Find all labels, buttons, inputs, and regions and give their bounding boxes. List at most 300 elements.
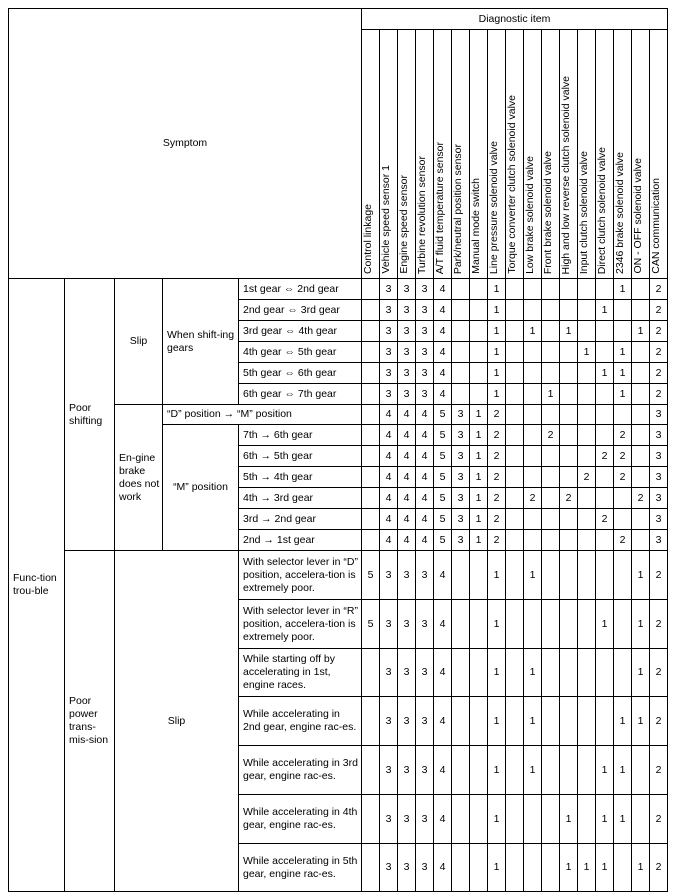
value-cell: 3 (380, 746, 398, 795)
value-cell: 4 (434, 844, 452, 892)
value-cell (362, 321, 380, 342)
value-cell (506, 488, 524, 509)
column-header (632, 30, 650, 279)
value-cell: 3 (380, 600, 398, 649)
value-cell (560, 530, 578, 551)
value-cell (614, 321, 632, 342)
value-cell: 2 (650, 697, 668, 746)
value-cell (578, 697, 596, 746)
value-cell: 1 (596, 795, 614, 844)
value-cell (452, 844, 470, 892)
value-cell (632, 530, 650, 551)
value-cell: 3 (416, 342, 434, 363)
value-cell: 4 (416, 467, 434, 488)
value-cell (632, 746, 650, 795)
value-cell (452, 342, 470, 363)
value-cell: 4 (380, 446, 398, 467)
value-cell (506, 300, 524, 321)
value-cell (560, 509, 578, 530)
value-cell: 4 (380, 488, 398, 509)
value-cell: 1 (632, 697, 650, 746)
value-cell: 3 (398, 342, 416, 363)
column-header-label: Low brake solenoid valve (524, 156, 536, 274)
column-header-label: Manual mode switch (470, 178, 482, 274)
value-cell (470, 795, 488, 844)
value-cell: 1 (560, 321, 578, 342)
value-cell (524, 363, 542, 384)
value-cell: 3 (452, 446, 470, 467)
value-cell: 4 (398, 425, 416, 446)
value-cell: 4 (398, 467, 416, 488)
value-cell: 1 (578, 844, 596, 892)
value-cell (560, 279, 578, 300)
value-cell (470, 649, 488, 697)
value-cell: 1 (524, 321, 542, 342)
row-label: 3rd gear ⇔ 4th gear (239, 321, 362, 342)
value-cell: 3 (452, 530, 470, 551)
value-cell: 3 (650, 425, 668, 446)
value-cell (578, 321, 596, 342)
value-cell: 1 (614, 363, 632, 384)
value-cell (632, 405, 650, 425)
value-cell: 2 (488, 509, 506, 530)
value-cell: 3 (398, 279, 416, 300)
value-cell (560, 300, 578, 321)
group-engine-brake: En-gine brake does not work (115, 405, 163, 551)
value-cell (596, 321, 614, 342)
value-cell: 2 (488, 467, 506, 488)
column-header (470, 30, 488, 279)
value-cell (578, 384, 596, 405)
value-cell: 3 (452, 425, 470, 446)
value-cell: 1 (596, 746, 614, 795)
value-cell: 1 (470, 425, 488, 446)
value-cell: 3 (416, 300, 434, 321)
value-cell (560, 697, 578, 746)
row-label: 6th → 5th gear (239, 446, 362, 467)
value-cell: 3 (380, 844, 398, 892)
value-cell (560, 746, 578, 795)
column-header (650, 30, 668, 279)
value-cell: 4 (416, 488, 434, 509)
value-cell (470, 697, 488, 746)
value-cell: 4 (434, 300, 452, 321)
row-label: 5th → 4th gear (239, 467, 362, 488)
value-cell: 3 (416, 384, 434, 405)
value-cell: 3 (398, 363, 416, 384)
group-function-trouble: Func-tion trou-ble (9, 279, 65, 892)
value-cell (614, 844, 632, 892)
value-cell: 1 (488, 384, 506, 405)
value-cell: 4 (434, 697, 452, 746)
value-cell (578, 600, 596, 649)
value-cell (506, 795, 524, 844)
value-cell (542, 551, 560, 600)
value-cell: 5 (434, 467, 452, 488)
value-cell: 2 (650, 649, 668, 697)
value-cell (578, 649, 596, 697)
value-cell (542, 530, 560, 551)
value-cell: 1 (632, 321, 650, 342)
value-cell: 2 (542, 425, 560, 446)
value-cell (596, 279, 614, 300)
value-cell (542, 279, 560, 300)
value-cell: 1 (614, 279, 632, 300)
value-cell: 3 (398, 649, 416, 697)
value-cell: 5 (362, 600, 380, 649)
group-poor-power-transmission: Poor power trans-mis-sion (65, 551, 115, 892)
value-cell (542, 844, 560, 892)
value-cell (506, 467, 524, 488)
value-cell: 5 (434, 530, 452, 551)
value-cell (596, 342, 614, 363)
value-cell (452, 384, 470, 405)
value-cell: 1 (632, 844, 650, 892)
value-cell (632, 384, 650, 405)
value-cell: 2 (596, 509, 614, 530)
row-label: With selector lever in “D” position, accelera-tion is extremely poor. (239, 551, 362, 600)
value-cell (560, 467, 578, 488)
column-header-label: Line pressure solenoid valve (488, 140, 500, 274)
value-cell (560, 342, 578, 363)
value-cell: 4 (416, 405, 434, 425)
value-cell: 4 (416, 425, 434, 446)
value-cell: 2 (488, 446, 506, 467)
value-cell (452, 279, 470, 300)
group-when-shifting: When shift-ing gears (163, 279, 239, 405)
value-cell: 3 (650, 488, 668, 509)
value-cell (542, 600, 560, 649)
value-cell: 1 (542, 384, 560, 405)
value-cell (560, 600, 578, 649)
value-cell: 5 (362, 551, 380, 600)
column-header (506, 30, 524, 279)
value-cell: 2 (650, 844, 668, 892)
value-cell (506, 509, 524, 530)
value-cell (542, 405, 560, 425)
value-cell: 3 (380, 649, 398, 697)
value-cell (470, 746, 488, 795)
value-cell: 2 (614, 530, 632, 551)
value-cell (578, 425, 596, 446)
value-cell (470, 384, 488, 405)
value-cell: 3 (380, 384, 398, 405)
value-cell: 3 (380, 551, 398, 600)
value-cell (560, 363, 578, 384)
value-cell (506, 363, 524, 384)
value-cell: 3 (416, 279, 434, 300)
diagnostic-table (8, 8, 668, 892)
value-cell: 3 (398, 551, 416, 600)
row-label: With selector lever in “R” position, accelera-tion is extremely poor. (239, 600, 362, 649)
value-cell (632, 509, 650, 530)
value-cell (362, 405, 380, 425)
value-cell (362, 425, 380, 446)
value-cell: 4 (434, 279, 452, 300)
value-cell: 3 (416, 795, 434, 844)
row-label: While accelerating in 2nd gear, engine rac-es. (239, 697, 362, 746)
column-header (434, 30, 452, 279)
group-poor-shifting: Poor shifting (65, 279, 115, 551)
column-header-label: ON - OFF solenoid valve (632, 158, 644, 274)
value-cell (542, 467, 560, 488)
value-cell (452, 600, 470, 649)
value-cell: 2 (650, 551, 668, 600)
value-cell: 4 (380, 467, 398, 488)
value-cell (542, 488, 560, 509)
table-row (9, 551, 668, 600)
value-cell (362, 363, 380, 384)
value-cell (362, 300, 380, 321)
value-cell: 1 (578, 342, 596, 363)
value-cell: 3 (416, 649, 434, 697)
column-header-label: Park/neutral position sensor (452, 143, 464, 274)
value-cell: 2 (650, 321, 668, 342)
value-cell (542, 321, 560, 342)
value-cell (524, 446, 542, 467)
value-cell (506, 405, 524, 425)
value-cell (362, 467, 380, 488)
value-cell: 3 (452, 509, 470, 530)
value-cell (470, 363, 488, 384)
value-cell: 2 (650, 279, 668, 300)
value-cell (524, 795, 542, 844)
value-cell (452, 363, 470, 384)
value-cell: 1 (488, 321, 506, 342)
row-label: 4th gear ⇔ 5th gear (239, 342, 362, 363)
value-cell (506, 844, 524, 892)
value-cell: 1 (488, 551, 506, 600)
value-cell: 2 (488, 530, 506, 551)
value-cell (578, 746, 596, 795)
row-label: 3rd → 2nd gear (239, 509, 362, 530)
value-cell: 1 (632, 600, 650, 649)
column-header-label: High and low reverse clutch solenoid valve (560, 75, 572, 274)
row-label: 1st gear ⇔ 2nd gear (239, 279, 362, 300)
value-cell: 4 (434, 551, 452, 600)
value-cell: 1 (488, 300, 506, 321)
value-cell: 3 (398, 697, 416, 746)
value-cell (362, 488, 380, 509)
row-label: 2nd gear ⇔ 3rd gear (239, 300, 362, 321)
value-cell: 4 (434, 600, 452, 649)
value-cell (470, 300, 488, 321)
value-cell: 5 (434, 405, 452, 425)
value-cell: 3 (398, 300, 416, 321)
value-cell (524, 600, 542, 649)
row-label: While starting off by accelerating in 1st, engine races. (239, 649, 362, 697)
column-header (560, 30, 578, 279)
value-cell (614, 405, 632, 425)
value-cell (560, 551, 578, 600)
value-cell: 4 (398, 509, 416, 530)
value-cell (632, 425, 650, 446)
value-cell: 2 (650, 795, 668, 844)
value-cell (632, 300, 650, 321)
value-cell (362, 844, 380, 892)
value-cell (614, 551, 632, 600)
value-cell (632, 342, 650, 363)
value-cell: 4 (434, 321, 452, 342)
column-header (452, 30, 470, 279)
value-cell (506, 551, 524, 600)
table-row (9, 279, 668, 300)
value-cell (506, 746, 524, 795)
value-cell: 1 (488, 844, 506, 892)
value-cell: 3 (650, 446, 668, 467)
value-cell: 2 (596, 446, 614, 467)
value-cell: 1 (614, 746, 632, 795)
value-cell: 2 (650, 600, 668, 649)
column-header (416, 30, 434, 279)
value-cell: 1 (470, 530, 488, 551)
value-cell (578, 530, 596, 551)
value-cell (470, 844, 488, 892)
value-cell: 1 (488, 279, 506, 300)
value-cell: 1 (470, 509, 488, 530)
value-cell: 4 (398, 530, 416, 551)
value-cell (506, 384, 524, 405)
value-cell (614, 509, 632, 530)
value-cell: 1 (596, 300, 614, 321)
value-cell (614, 600, 632, 649)
value-cell (506, 342, 524, 363)
value-cell (596, 530, 614, 551)
value-cell: 2 (650, 342, 668, 363)
value-cell: 4 (398, 405, 416, 425)
value-cell (362, 384, 380, 405)
value-cell (596, 551, 614, 600)
value-cell (596, 697, 614, 746)
value-cell: 3 (380, 697, 398, 746)
value-cell: 1 (524, 649, 542, 697)
value-cell (524, 509, 542, 530)
value-cell: 3 (416, 844, 434, 892)
column-header-label: Torque converter clutch solenoid valve (506, 95, 518, 274)
value-cell: 1 (614, 795, 632, 844)
value-cell (632, 279, 650, 300)
value-cell: 1 (596, 600, 614, 649)
value-cell (452, 321, 470, 342)
value-cell (542, 746, 560, 795)
value-cell (578, 488, 596, 509)
value-cell: 2 (614, 425, 632, 446)
column-header (488, 30, 506, 279)
value-cell (560, 384, 578, 405)
value-cell (452, 697, 470, 746)
value-cell: 4 (416, 446, 434, 467)
value-cell (506, 649, 524, 697)
value-cell (578, 405, 596, 425)
column-header-label: Control linkage (362, 203, 374, 274)
row-label: While accelerating in 4th gear, engine rac-es. (239, 795, 362, 844)
value-cell (470, 551, 488, 600)
group-slip-transmission: Slip (115, 551, 239, 892)
value-cell: 3 (380, 363, 398, 384)
value-cell: 3 (416, 363, 434, 384)
value-cell (542, 795, 560, 844)
value-cell: 3 (650, 405, 668, 425)
row-label: While accelerating in 5th gear, engine rac-es. (239, 844, 362, 892)
value-cell (596, 405, 614, 425)
value-cell (614, 488, 632, 509)
value-cell: 4 (398, 446, 416, 467)
value-cell: 3 (398, 746, 416, 795)
value-cell (578, 446, 596, 467)
value-cell: 5 (434, 425, 452, 446)
value-cell: 4 (434, 795, 452, 844)
value-cell: 4 (380, 425, 398, 446)
column-header (578, 30, 596, 279)
column-header-label: Front brake solenoid valve (542, 150, 554, 274)
value-cell: 1 (560, 795, 578, 844)
column-header-label: Engine speed sensor (398, 175, 410, 274)
column-header-label: Direct clutch solenoid valve (596, 146, 608, 274)
value-cell (614, 649, 632, 697)
value-cell (578, 300, 596, 321)
value-cell: 3 (650, 530, 668, 551)
value-cell (524, 530, 542, 551)
value-cell (362, 446, 380, 467)
value-cell (578, 795, 596, 844)
column-header (380, 30, 398, 279)
column-header (542, 30, 560, 279)
value-cell: 3 (398, 321, 416, 342)
column-header-label: CAN communication (650, 178, 662, 274)
value-cell (560, 425, 578, 446)
value-cell: 1 (488, 363, 506, 384)
value-cell: 1 (560, 844, 578, 892)
column-header-label: 2346 brake solenoid valve (614, 151, 626, 274)
value-cell (632, 446, 650, 467)
value-cell (614, 300, 632, 321)
value-cell (524, 844, 542, 892)
column-header (398, 30, 416, 279)
value-cell (578, 279, 596, 300)
group-m-position: “M” position (163, 425, 239, 551)
value-cell: 1 (614, 697, 632, 746)
value-cell: 1 (596, 363, 614, 384)
value-cell (578, 363, 596, 384)
value-cell: 4 (380, 530, 398, 551)
value-cell: 3 (380, 300, 398, 321)
value-cell: 4 (434, 746, 452, 795)
value-cell: 4 (416, 509, 434, 530)
value-cell (362, 279, 380, 300)
group-slip: Slip (115, 279, 163, 405)
value-cell: 1 (632, 551, 650, 600)
value-cell: 1 (614, 342, 632, 363)
value-cell (560, 649, 578, 697)
value-cell: 1 (488, 746, 506, 795)
value-cell: 3 (452, 405, 470, 425)
column-header-label: Turbine revolution sensor (416, 155, 428, 274)
value-cell (506, 600, 524, 649)
value-cell (452, 746, 470, 795)
value-cell: 2 (650, 746, 668, 795)
value-cell: 1 (614, 384, 632, 405)
value-cell: 3 (650, 509, 668, 530)
value-cell: 2 (650, 300, 668, 321)
value-cell: 2 (560, 488, 578, 509)
value-cell (632, 363, 650, 384)
value-cell: 1 (488, 795, 506, 844)
value-cell (578, 551, 596, 600)
value-cell (524, 425, 542, 446)
value-cell: 2 (614, 467, 632, 488)
value-cell (524, 467, 542, 488)
value-cell: 5 (434, 446, 452, 467)
